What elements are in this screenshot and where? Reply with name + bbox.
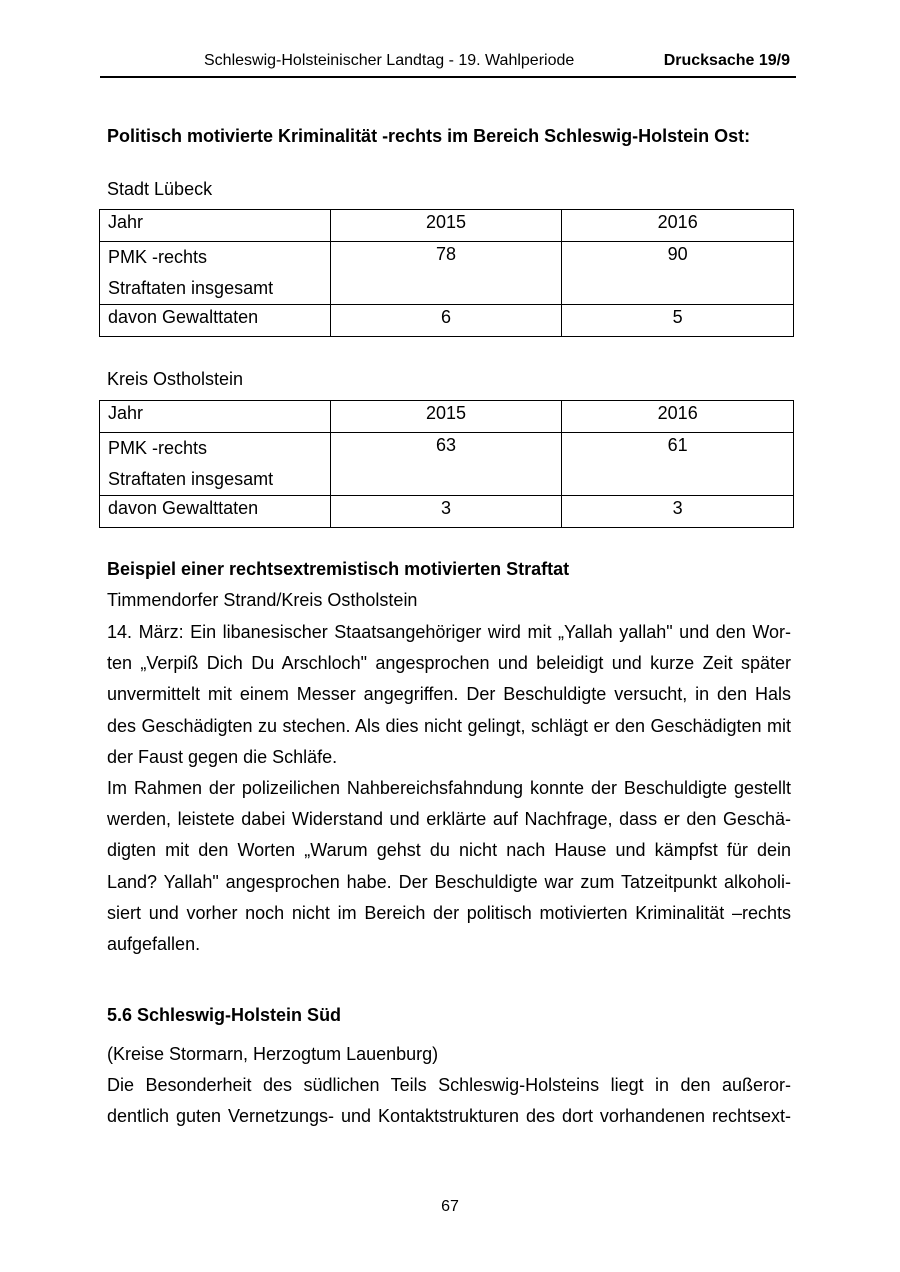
section-5-6-subtitle: (Kreise Stormarn, Herzogtum Lauenburg) (107, 1044, 439, 1064)
table-row (100, 242, 794, 305)
text-line: Die Besonderheit des südlichen Teils Schleswig-Holsteins liegt in den außeror- (107, 1075, 791, 1095)
table-luebeck (99, 209, 794, 337)
table-row (100, 433, 794, 496)
table-cell: Jahr (100, 210, 331, 242)
table-cell: 90 (562, 242, 794, 305)
table-cell (100, 433, 331, 496)
table-cell: 3 (562, 496, 794, 528)
text-line: Im Rahmen der polizeilichen Nahbereichsfahndung konnte der Beschuldigte gestellt (107, 778, 791, 798)
table-cell: 2016 (562, 210, 794, 242)
table-cell: 2016 (562, 401, 794, 433)
table-cell: davon Gewalttaten (100, 496, 331, 528)
table-cell: 6 (330, 305, 562, 337)
text-line: dentlich guten Vernetzungs- und Kontaktstrukturen des dort vorhandenen rechtsext- (107, 1106, 791, 1127)
row-label-line: PMK -rechts (108, 438, 208, 458)
row-label-line: Straftaten insgesamt (108, 469, 274, 489)
example-location: Timmendorfer Strand/Kreis Ostholstein (107, 590, 418, 610)
text-line: werden, leistete dabei Widerstand und erklärte auf Nachfrage, dass er den Geschä- (107, 809, 791, 830)
table-cell: 3 (330, 496, 562, 528)
table-cell: 78 (330, 242, 562, 305)
section-5-6-paragraph (107, 1070, 791, 1132)
row-label-line: PMK -rechts (108, 247, 208, 267)
table-caption-ostholstein: Kreis Ostholstein (107, 369, 244, 389)
header-title: Schleswig-Holsteinischer Landtag - 19. Wahlperiode (204, 52, 575, 69)
example-paragraph-1 (107, 617, 791, 773)
table-cell: 63 (330, 433, 562, 496)
example-heading: Beispiel einer rechtsextremistisch motivierten Straftat (107, 559, 570, 579)
table-cell (100, 242, 331, 305)
table-cell: 5 (562, 305, 794, 337)
header-doc-ref: Drucksache 19/9 (663, 52, 790, 69)
table-ostholstein (99, 400, 794, 528)
table-row (100, 496, 794, 528)
table-row (100, 305, 794, 337)
text-line: digten mit den Worten „Warum gehst du nicht nach Hause und kämpfst für dein (107, 840, 791, 861)
text-line: Land? Yallah" angesprochen habe. Der Beschuldigte war zum Tatzeitpunkt alkoholi- (107, 871, 791, 892)
section-heading: Politisch motivierte Kriminalität -rechts im Bereich Schleswig-Holstein Ost: (107, 126, 751, 146)
table-cell: 2015 (330, 210, 562, 242)
table-row (100, 210, 794, 242)
page-number: 67 (441, 1198, 459, 1215)
table-cell: 61 (562, 433, 794, 496)
text-line: der Faust gegen die Schläfe. (107, 746, 338, 767)
text-line: 14. März: Ein libanesischer Staatsangehöriger wird mit „Yallah yallah" und den Wor- (107, 622, 791, 642)
table-row (100, 401, 794, 433)
text-line: siert und vorher noch nicht im Bereich der politisch motivierten Kriminalität –rechts (107, 902, 791, 923)
table-cell: Jahr (100, 401, 331, 433)
text-line: aufgefallen. (107, 934, 201, 955)
text-line: ten „Verpiß Dich Du Arschloch" angesprochen und beleidigt und kurze Zeit später (107, 653, 791, 674)
table-cell: davon Gewalttaten (100, 305, 331, 337)
table-caption-luebeck: Stadt Lübeck (107, 179, 213, 199)
table-cell: 2015 (330, 401, 562, 433)
example-paragraph-2 (107, 773, 791, 960)
row-label-line: Straftaten insgesamt (108, 278, 274, 298)
text-line: unvermittelt mit einem Messer angegriffen. Der Beschuldigte versucht, in den Hals (107, 684, 791, 705)
page-header (100, 52, 796, 78)
text-line: des Geschädigten zu stechen. Als dies nicht gelingt, schlägt er den Geschädigten mit (107, 715, 791, 736)
section-5-6-heading: 5.6 Schleswig-Holstein Süd (107, 1005, 342, 1025)
